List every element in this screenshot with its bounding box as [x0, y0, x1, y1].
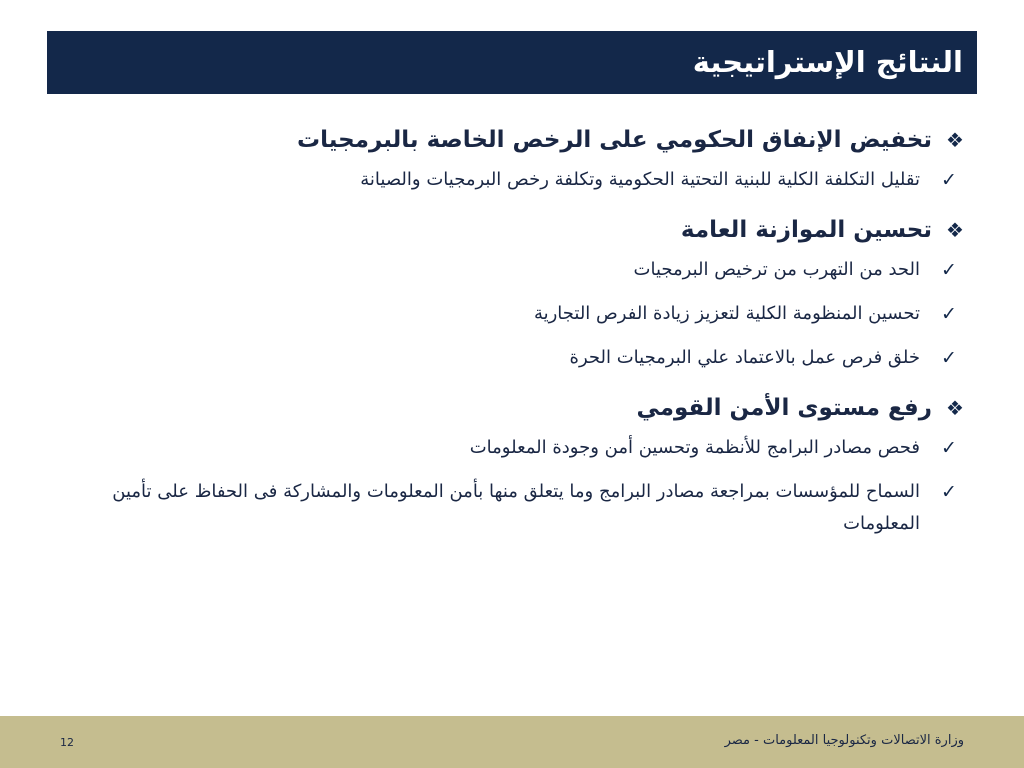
section-spending — [40, 120, 970, 196]
diamond-cluster-icon: ❖ — [946, 218, 964, 242]
slide-content — [40, 120, 970, 554]
check-icon: ✓ — [941, 303, 957, 325]
title-bar — [47, 31, 977, 94]
section-heading-text: تخفيض الإنفاق الحكومي على الرخص الخاصة بالبرمجيات — [297, 127, 932, 153]
list-item — [40, 254, 970, 286]
list-item — [40, 164, 970, 196]
section-heading-text: تحسين الموازنة العامة — [680, 217, 932, 243]
section-heading — [40, 388, 970, 428]
diamond-cluster-icon: ❖ — [946, 396, 964, 420]
list-item — [40, 476, 970, 540]
check-icon: ✓ — [941, 169, 957, 191]
section-heading — [40, 210, 970, 250]
footer-bar — [0, 716, 1024, 768]
slide-title: النتائج الإستراتيجية — [692, 45, 963, 79]
check-icon: ✓ — [941, 437, 957, 459]
list-item — [40, 432, 970, 464]
list-item — [40, 298, 970, 330]
diamond-cluster-icon: ❖ — [946, 128, 964, 152]
check-icon: ✓ — [941, 481, 957, 503]
list-item-text: السماح للمؤسسات بمراجعة مصادر البرامج وما يتعلق منها بأمن المعلومات والمشاركة فى الحفاظ على تأمين المعلومات — [112, 481, 920, 534]
bullet-list — [40, 254, 970, 374]
list-item-text: خلق فرص عمل بالاعتماد علي البرمجيات الحرة — [569, 347, 920, 368]
section-heading — [40, 120, 970, 160]
footer-organization: وزارة الاتصالات وتكنولوجيا المعلومات - مصر — [724, 733, 964, 748]
section-security — [40, 388, 970, 540]
check-icon: ✓ — [941, 347, 957, 369]
section-heading-text: رفع مستوى الأمن القومي — [636, 395, 932, 421]
section-budget — [40, 210, 970, 374]
bullet-list — [40, 432, 970, 540]
list-item-text: فحص مصادر البرامج للأنظمة وتحسين أمن وجودة المعلومات — [469, 437, 920, 458]
list-item-text: تقليل التكلفة الكلية للبنية التحتية الحكومية وتكلفة رخص البرمجيات والصيانة — [360, 169, 920, 190]
list-item — [40, 342, 970, 374]
page-number: 12 — [60, 736, 74, 749]
check-icon: ✓ — [941, 259, 957, 281]
bullet-list — [40, 164, 970, 196]
list-item-text: الحد من التهرب من ترخيص البرمجيات — [633, 259, 920, 280]
list-item-text: تحسين المنظومة الكلية لتعزيز زيادة الفرص التجارية — [533, 303, 920, 324]
